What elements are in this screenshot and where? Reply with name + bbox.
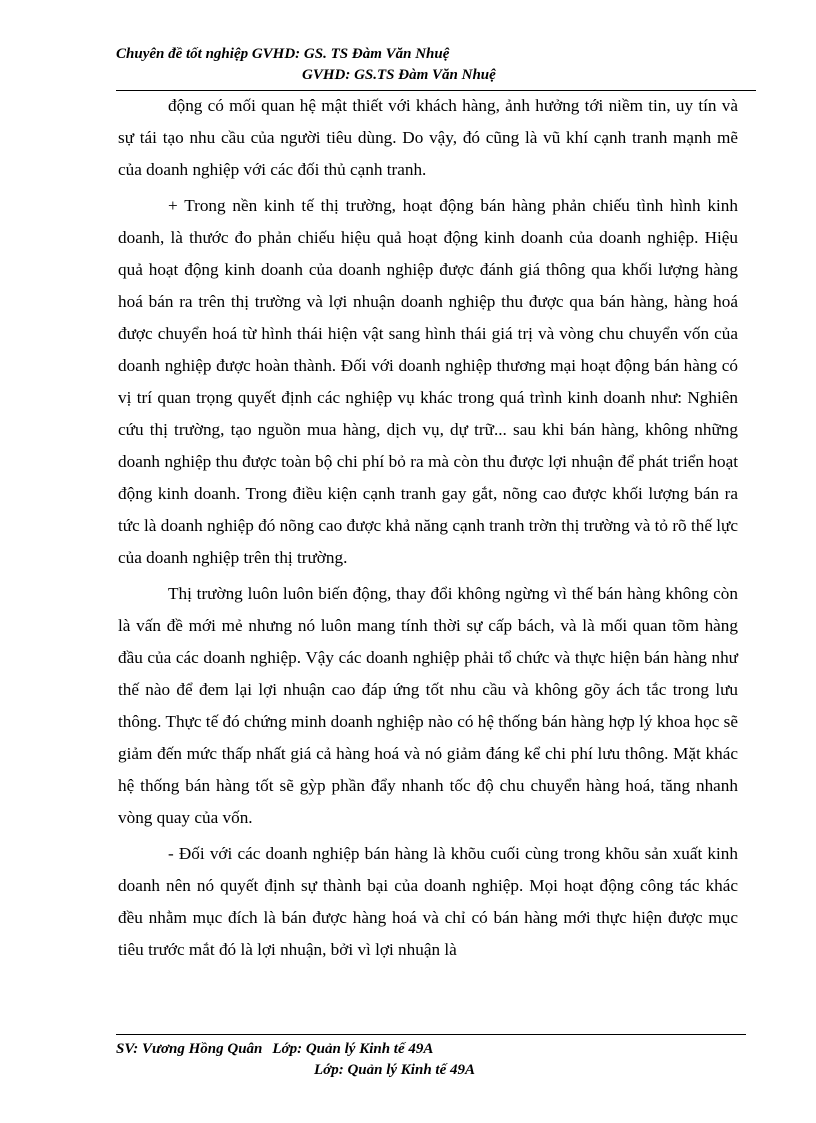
header-title: Chuyên đề tốt nghiệp GVHD: GS. TS Đàm Văn Nhuệ: [116, 46, 450, 62]
header-advisor: GVHD: GS.TS Đàm Văn Nhuệ: [302, 67, 496, 83]
footer-class: Lớp: Quản lý Kinh tế 49A: [272, 1041, 434, 1057]
paragraph: + Trong nền kinh tế thị trường, hoạt động bán hàng phản chiếu tình hình kinh doanh, là thước đo phản chiếu hiệu quả hoạt động kinh doanh của doanh nghiệp. Hiệu quả hoạt động kinh doanh của doanh nghiệp được đánh giá thông qua khối lượng hàng hoá bán ra trên thị trường và lợi nhuận doanh nghiệp thu được qua bán hàng, hàng hoá được chuyển hoá từ hình thái hiện vật sang hình thái giá trị và vòng chu chuyển vốn của doanh nghiệp được hoàn thành. Đối với doanh nghiệp thương mại hoạt động bán hàng có vị trí quan trọng quyết định các nghiệp vụ khác trong quá trình kinh doanh như: Nghiên cứu thị trường, tạo nguồn mua hàng, dịch vụ, dự trữ... sau khi bán hàng, không những doanh nghiệp thu được toàn bộ chi phí bỏ ra mà còn thu được lợi nhuận để phát triển hoạt động kinh doanh. Trong điều kiện cạnh tranh gay gắt, nõng cao được khối lượng bán ra tức là doanh nghiệp đó nõng cao được khả năng cạnh tranh trờn thị trường và tỏ rõ thế lực của doanh nghiệp trên thị trường.: [118, 196, 738, 567]
paragraph: Thị trường luôn luôn biến động, thay đổi không ngừng vì thế bán hàng không còn là vấn đề mới mẻ nhưng nó luôn mang tính thời sự cấp bách, và là mối quan tõm hàng đầu của các doanh nghiệp. Vậy các doanh nghiệp phải tổ chức và thực hiện bán hàng như thế nào để đem lại lợi nhuận cao đáp ứng tốt nhu cầu và không gõy ách tắc trong lưu thông. Thực tế đó chứng minh doanh nghiệp nào có hệ thống bán hàng hợp lý khoa học sẽ giảm đến mức thấp nhất giá cả hàng hoá và nó giảm đáng kể chi phí lưu thông. Mặt khác hệ thống bán hàng tốt sẽ gỳp phần đẩy nhanh tốc độ chu chuyển hàng hoá, tăng nhanh vòng quay của vốn.: [118, 584, 738, 827]
paragraph: động có mối quan hệ mật thiết với khách hàng, ảnh hưởng tới niềm tin, uy tín và sự tái tạo nhu cầu của người tiêu dùng. Do vậy, đó cũng là vũ khí cạnh tranh mạnh mẽ của doanh nghiệp với các đối thủ cạnh tranh.: [118, 96, 738, 179]
paragraph: - Đối với các doanh nghiệp bán hàng là khõu cuối cùng trong khõu sản xuất kinh doanh nên nó quyết định sự thành bại của doanh nghiệp. Mọi hoạt động công tác khác đều nhằm mục đích là bán được hàng hoá và chỉ có bán hàng mới thực hiện được mục tiêu trước mắt đó là lợi nhuận, bởi vì lợi nhuận là: [118, 844, 738, 959]
footer-class-repeat: Lớp: Quản lý Kinh tế 49A: [314, 1062, 475, 1078]
footer-line-1: [116, 1039, 746, 1060]
document-body: [118, 90, 738, 970]
page-header: [116, 44, 756, 91]
footer-student: SV: Vương Hồng Quân: [116, 1041, 263, 1057]
page-footer: [116, 1034, 746, 1081]
